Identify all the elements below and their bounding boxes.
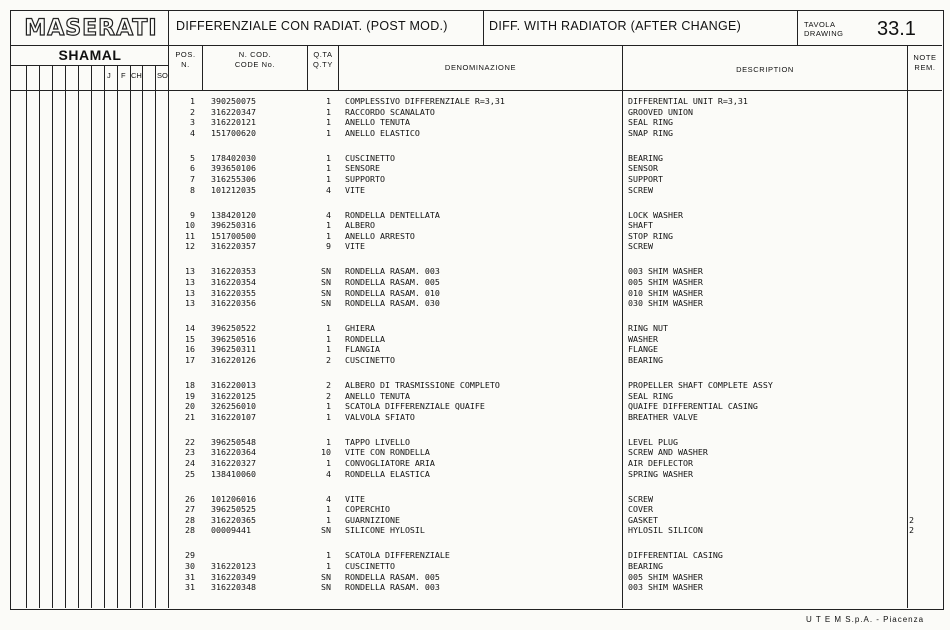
denominazione-cell: COPERCHIO <box>345 504 390 515</box>
table-row <box>11 277 941 288</box>
pos-cell: 19 <box>185 390 195 401</box>
code-cell: 316220126 <box>211 355 256 365</box>
pos-cell: 16 <box>185 344 195 355</box>
qty-cell: 1 <box>326 344 331 355</box>
denominazione-cell: ALBERO <box>345 220 375 231</box>
qty-cell: SN <box>321 277 331 287</box>
qty-cell: 1 <box>326 411 331 422</box>
pos-cell: 23 <box>185 447 195 458</box>
col-header-qty <box>308 50 338 70</box>
denominazione-cell: RONDELLA ELASTICA <box>345 468 430 479</box>
description-cell: 010 SHIM WASHER <box>628 287 703 298</box>
denominazione-cell: RONDELLA RASAM. 030 <box>345 298 440 309</box>
col-header-code-2: CODE No. <box>234 60 276 69</box>
code-cell: 316220355 <box>211 287 256 298</box>
description-cell: 003 SHIM WASHER <box>628 582 703 593</box>
qty-cell: 1 <box>326 220 331 231</box>
description-cell: 003 SHIM WASHER <box>628 266 703 277</box>
qty-cell: SN <box>321 571 331 582</box>
code-cell: 390250075 <box>211 96 256 106</box>
qty-cell: 1 <box>326 163 331 174</box>
denominazione-cell: VITE <box>345 241 365 252</box>
code-cell: 151700500 <box>211 230 256 241</box>
title-divider <box>483 11 484 45</box>
description-cell: BEARING <box>628 355 663 365</box>
col-header-description: DESCRIPTION <box>736 65 794 74</box>
code-cell: 316220348 <box>211 582 256 593</box>
subcol-ch: CH <box>131 71 142 80</box>
table-row <box>11 437 941 448</box>
code-cell: 316220349 <box>211 571 256 582</box>
denominazione-cell: CUSCINETTO <box>345 561 395 571</box>
code-cell: 316220347 <box>211 106 256 117</box>
code-cell: 316220357 <box>211 241 256 252</box>
pos-cell: 24 <box>185 458 195 468</box>
qty-cell: 1 <box>326 458 331 468</box>
denominazione-cell: ANELLO ARRESTO <box>345 230 415 241</box>
pos-cell: 6 <box>190 163 195 174</box>
description-cell: SENSOR <box>628 163 658 174</box>
col-header-note-1: NOTE <box>913 53 937 62</box>
description-cell: SHAFT <box>628 220 653 231</box>
col-header-note-2: REM. <box>914 63 936 72</box>
pos-cell: 20 <box>185 401 195 412</box>
code-cell: 178402030 <box>211 152 256 163</box>
description-cell: HYLOSIL SILICON <box>628 525 703 536</box>
qty-cell: 4 <box>326 468 331 479</box>
tavola-label <box>804 20 843 38</box>
code-cell: 316220121 <box>211 117 256 128</box>
code-cell: 316220365 <box>211 514 256 525</box>
col-header-pos-2: N. <box>181 60 190 69</box>
qty-cell: 4 <box>326 209 331 220</box>
code-cell: 396250311 <box>211 344 256 355</box>
qty-cell: 10 <box>321 447 331 458</box>
table-row <box>11 298 941 309</box>
col-header-pos <box>169 50 202 70</box>
col-header-code-1: N. COD. <box>238 50 272 59</box>
tavola-divider <box>797 11 798 45</box>
code-cell: 316220353 <box>211 266 256 277</box>
code-cell: 316220364 <box>211 447 256 458</box>
code-cell: 396250516 <box>211 333 256 344</box>
pos-cell: 15 <box>185 333 195 344</box>
qty-cell: 1 <box>326 117 331 128</box>
qty-cell: 4 <box>326 493 331 504</box>
description-cell: RING NUT <box>628 323 668 334</box>
col-header-pos-1: POS. <box>175 50 196 59</box>
table-row <box>11 561 941 572</box>
denominazione-cell: RONDELLA RASAM. 005 <box>345 277 440 287</box>
table-row <box>11 494 941 505</box>
page-title-english: DIFF. WITH RADIATOR (AFTER CHANGE) <box>489 19 742 33</box>
table-row <box>11 163 941 174</box>
table-row <box>11 153 941 164</box>
col-header-note <box>908 53 942 73</box>
table-row <box>11 117 941 128</box>
table-row <box>11 241 941 252</box>
denominazione-cell: ANELLO TENUTA <box>345 390 410 401</box>
denominazione-cell: SENSORE <box>345 163 380 174</box>
table-row <box>11 174 941 185</box>
denominazione-cell: RONDELLA <box>345 333 385 344</box>
description-cell: PROPELLER SHAFT COMPLETE ASSY <box>628 380 773 390</box>
code-cell: 00009441 <box>211 525 251 536</box>
table-row <box>11 447 941 458</box>
table-row <box>11 380 941 391</box>
pos-cell: 18 <box>185 380 195 390</box>
description-cell: BEARING <box>628 561 663 571</box>
description-cell: SUPPORT <box>628 174 663 184</box>
pos-cell: 7 <box>190 174 195 184</box>
code-cell: 393650106 <box>211 163 256 174</box>
description-cell: 005 SHIM WASHER <box>628 571 703 582</box>
denominazione-cell: GUARNIZIONE <box>345 514 400 525</box>
table-row <box>11 525 941 536</box>
pos-cell: 30 <box>185 561 195 571</box>
code-cell: 138410060 <box>211 468 256 479</box>
qty-cell: 2 <box>326 380 331 390</box>
col-header-code <box>203 50 307 70</box>
table-row <box>11 458 941 469</box>
table-row <box>11 96 941 107</box>
table-row <box>11 412 941 423</box>
subcol-so: SO <box>157 71 168 80</box>
code-cell: 316220125 <box>211 390 256 401</box>
qty-cell: 1 <box>326 127 331 138</box>
denominazione-cell: VITE CON RONDELLA <box>345 447 430 458</box>
table-row <box>11 107 941 118</box>
pos-cell: 9 <box>190 209 195 220</box>
code-cell: 396250316 <box>211 220 256 231</box>
code-cell: 316220013 <box>211 380 256 390</box>
pos-cell: 13 <box>185 266 195 277</box>
page-title-italian: DIFFERENZIALE CON RADIAT. (POST MOD.) <box>176 19 448 33</box>
table-row <box>11 572 941 583</box>
subcol-f: F <box>121 71 126 80</box>
description-cell: 005 SHIM WASHER <box>628 277 703 287</box>
denominazione-cell: SCATOLA DIFFERENZIALE <box>345 550 450 561</box>
table-row <box>11 344 941 355</box>
pos-cell: 25 <box>185 468 195 479</box>
description-cell: SNAP RING <box>628 127 673 138</box>
footer-company: U T E M S.p.A. - Piacenza <box>806 615 925 624</box>
pos-cell: 1 <box>190 96 195 106</box>
denominazione-cell: RONDELLA RASAM. 003 <box>345 266 440 277</box>
column-header-divider <box>11 90 942 91</box>
code-cell: 101206016 <box>211 493 256 504</box>
code-cell: 316220327 <box>211 458 256 468</box>
pos-cell: 29 <box>185 550 195 561</box>
description-cell: LOCK WASHER <box>628 209 683 220</box>
pos-cell: 4 <box>190 127 195 138</box>
code-cell: 396250522 <box>211 323 256 334</box>
pos-cell: 27 <box>185 504 195 515</box>
description-cell: STOP RING <box>628 230 673 241</box>
denominazione-cell: TAPPO LIVELLO <box>345 436 410 447</box>
table-row <box>11 288 941 299</box>
qty-cell: 1 <box>326 230 331 241</box>
code-cell: 396250525 <box>211 504 256 515</box>
denominazione-cell: CUSCINETTO <box>345 152 395 163</box>
pos-cell: 28 <box>185 514 195 525</box>
qty-cell: 2 <box>326 355 331 365</box>
table-row <box>11 550 941 561</box>
code-cell: 151700620 <box>211 127 256 138</box>
description-cell: LEVEL PLUG <box>628 436 678 447</box>
qty-cell: SN <box>321 298 331 309</box>
description-cell: SCREW <box>628 493 653 504</box>
qty-cell: 1 <box>326 96 331 106</box>
qty-cell: 1 <box>326 401 331 412</box>
drawing-number: 33.1 <box>877 18 916 40</box>
description-cell: AIR DEFLECTOR <box>628 458 693 468</box>
qty-cell: 1 <box>326 333 331 344</box>
table-row <box>11 210 941 221</box>
pos-cell: 26 <box>185 493 195 504</box>
denominazione-cell: GHIERA <box>345 323 375 334</box>
denominazione-cell: SILICONE HYLOSIL <box>345 525 425 536</box>
table-row <box>11 401 941 412</box>
table-row <box>11 391 941 402</box>
subcol-j: J <box>107 71 111 80</box>
table-row <box>11 504 941 515</box>
table-row <box>11 231 941 242</box>
pos-cell: 13 <box>185 277 195 287</box>
denominazione-cell: VALVOLA SFIATO <box>345 411 415 422</box>
code-cell: 316255306 <box>211 174 256 184</box>
denominazione-cell: RONDELLA RASAM. 005 <box>345 571 440 582</box>
pos-cell: 14 <box>185 323 195 334</box>
parts-sheet <box>10 10 944 610</box>
denominazione-cell: SUPPORTO <box>345 174 385 184</box>
denominazione-cell: CONVOGLIATORE ARIA <box>345 458 435 468</box>
denominazione-cell: RONDELLA RASAM. 003 <box>345 582 440 593</box>
description-cell: GROOVED UNION <box>628 106 693 117</box>
qty-cell: SN <box>321 582 331 593</box>
model-divider <box>11 65 168 66</box>
denominazione-cell: RONDELLA DENTELLATA <box>345 209 440 220</box>
description-cell: BREATHER VALVE <box>628 411 698 422</box>
description-cell: 030 SHIM WASHER <box>628 298 703 309</box>
maserati-logo: MASERATI <box>24 15 158 41</box>
pos-cell: 10 <box>185 220 195 231</box>
denominazione-cell: ALBERO DI TRASMISSIONE COMPLETO <box>345 380 500 390</box>
code-cell: 316220356 <box>211 298 256 309</box>
table-row <box>11 515 941 526</box>
description-cell: COVER <box>628 504 653 515</box>
col-header-denominazione: DENOMINAZIONE <box>444 63 517 72</box>
pos-cell: 8 <box>190 184 195 195</box>
tavola-label-en: DRAWING <box>804 29 844 38</box>
description-cell: FLANGE <box>628 344 658 355</box>
table-row <box>11 185 941 196</box>
description-cell: QUAIFE DIFFERENTIAL CASING <box>628 401 758 412</box>
qty-cell: 1 <box>326 504 331 515</box>
pos-cell: 28 <box>185 525 195 536</box>
code-cell: 316220354 <box>211 277 256 287</box>
note-cell: 2 <box>909 525 914 536</box>
table-row <box>11 469 941 480</box>
qty-cell: 1 <box>326 174 331 184</box>
pos-cell: 31 <box>185 582 195 593</box>
pos-cell: 31 <box>185 571 195 582</box>
table-row <box>11 323 941 334</box>
qty-cell: 1 <box>326 550 331 561</box>
qty-cell: SN <box>321 525 331 536</box>
table-row <box>11 128 941 139</box>
denominazione-cell: VITE <box>345 184 365 195</box>
qty-cell: 1 <box>326 106 331 117</box>
pos-cell: 12 <box>185 241 195 252</box>
description-cell: DIFFERENTIAL CASING <box>628 550 723 561</box>
pos-cell: 2 <box>190 106 195 117</box>
description-cell: BEARING <box>628 152 663 163</box>
description-cell: SCREW AND WASHER <box>628 447 708 458</box>
description-cell: SEAL RING <box>628 117 673 128</box>
qty-cell: 1 <box>326 561 331 571</box>
tavola-label-it: TAVOLA <box>804 20 836 29</box>
denominazione-cell: RACCORDO SCANALATO <box>345 106 435 117</box>
pos-cell: 5 <box>190 152 195 163</box>
description-cell: SCREW <box>628 184 653 195</box>
qty-cell: 4 <box>326 184 331 195</box>
table-row <box>11 355 941 366</box>
qty-cell: 9 <box>326 241 331 252</box>
description-cell: DIFFERENTIAL UNIT R=3,31 <box>628 96 748 106</box>
description-cell: GASKET <box>628 514 658 525</box>
col-header-qty-2: Q.TY <box>313 60 333 69</box>
denominazione-cell: FLANGIA <box>345 344 380 355</box>
denominazione-cell: CUSCINETTO <box>345 355 395 365</box>
table-row <box>11 220 941 231</box>
pos-cell: 21 <box>185 411 195 422</box>
pos-cell: 11 <box>185 230 195 241</box>
note-cell: 2 <box>909 514 914 525</box>
col-header-qty-1: Q.TA <box>313 50 333 59</box>
pos-cell: 17 <box>185 355 195 365</box>
denominazione-cell: ANELLO TENUTA <box>345 117 410 128</box>
description-cell: SEAL RING <box>628 390 673 401</box>
pos-cell: 3 <box>190 117 195 128</box>
qty-cell: 1 <box>326 152 331 163</box>
description-cell: WASHER <box>628 333 658 344</box>
code-cell: 396250548 <box>211 436 256 447</box>
code-cell: 316220107 <box>211 411 256 422</box>
table-row <box>11 582 941 593</box>
denominazione-cell: SCATOLA DIFFERENZIALE QUAIFE <box>345 401 485 412</box>
qty-cell: SN <box>321 266 331 277</box>
model-name: SHAMAL <box>58 47 122 63</box>
code-cell: 316220123 <box>211 561 256 571</box>
qty-cell: 1 <box>326 514 331 525</box>
code-cell: 326256010 <box>211 401 256 412</box>
table-row <box>11 334 941 345</box>
pos-cell: 13 <box>185 298 195 309</box>
code-cell: 138420120 <box>211 209 256 220</box>
qty-cell: 1 <box>326 436 331 447</box>
denominazione-cell: COMPLESSIVO DIFFERENZIALE R=3,31 <box>345 96 505 106</box>
header-divider <box>11 45 942 46</box>
description-cell: SCREW <box>628 241 653 252</box>
qty-cell: SN <box>321 287 331 298</box>
code-cell: 101212035 <box>211 184 256 195</box>
pos-cell: 13 <box>185 287 195 298</box>
pos-cell: 22 <box>185 436 195 447</box>
denominazione-cell: ANELLO ELASTICO <box>345 127 420 138</box>
qty-cell: 1 <box>326 323 331 334</box>
table-row <box>11 266 941 277</box>
description-cell: SPRING WASHER <box>628 468 693 479</box>
denominazione-cell: VITE <box>345 493 365 504</box>
denominazione-cell: RONDELLA RASAM. 010 <box>345 287 440 298</box>
qty-cell: 2 <box>326 390 331 401</box>
